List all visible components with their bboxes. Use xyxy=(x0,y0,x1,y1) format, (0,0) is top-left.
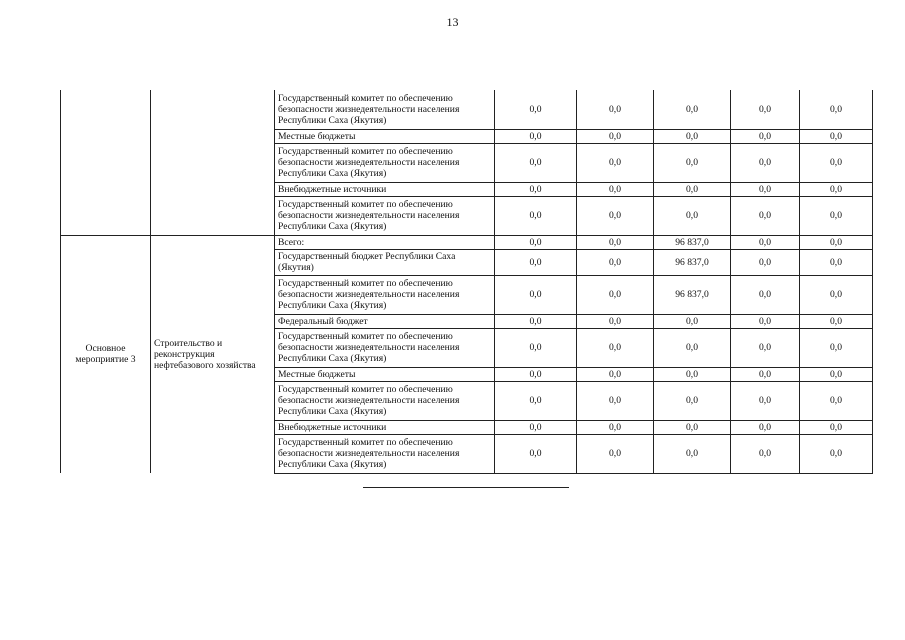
value-cell: 0,0 xyxy=(495,314,577,328)
value-cell: 0,0 xyxy=(577,90,654,129)
value-cell: 0,0 xyxy=(577,367,654,381)
value-cell: 0,0 xyxy=(731,143,800,182)
value-cell: 0,0 xyxy=(800,328,873,367)
value-cell: 0,0 xyxy=(495,381,577,420)
value-cell: 0,0 xyxy=(654,314,731,328)
funding-source: Федеральный бюджет xyxy=(275,314,495,328)
value-cell: 0,0 xyxy=(495,328,577,367)
value-cell: 96 837,0 xyxy=(654,235,731,249)
table-row xyxy=(61,235,873,249)
event-cell-continued xyxy=(61,90,151,235)
value-cell: 0,0 xyxy=(495,196,577,235)
table-row xyxy=(61,90,873,129)
funding-source: Внебюджетные источники xyxy=(275,420,495,434)
value-cell: 0,0 xyxy=(654,182,731,196)
value-cell: 0,0 xyxy=(577,328,654,367)
value-cell: 0,0 xyxy=(654,434,731,473)
value-cell: 0,0 xyxy=(800,275,873,314)
value-cell: 0,0 xyxy=(577,235,654,249)
value-cell: 0,0 xyxy=(577,129,654,143)
value-cell: 0,0 xyxy=(800,182,873,196)
value-cell: 0,0 xyxy=(654,90,731,129)
value-cell: 0,0 xyxy=(495,235,577,249)
funding-source: Государственный комитет по обеспечению безопасности жизнедеятельности населения Республики Саха (Якутия) xyxy=(275,328,495,367)
funding-source: Внебюджетные источники xyxy=(275,182,495,196)
value-cell: 0,0 xyxy=(731,90,800,129)
name-cell xyxy=(151,235,275,473)
value-cell: 0,0 xyxy=(577,249,654,275)
value-cell: 0,0 xyxy=(654,129,731,143)
funding-source: Государственный комитет по обеспечению безопасности жизнедеятельности населения Республики Саха (Якутия) xyxy=(275,143,495,182)
value-cell: 0,0 xyxy=(495,129,577,143)
value-cell: 0,0 xyxy=(731,434,800,473)
event-cell xyxy=(61,235,151,473)
value-cell: 0,0 xyxy=(577,196,654,235)
funding-source: Государственный комитет по обеспечению безопасности жизнедеятельности населения Республики Саха (Якутия) xyxy=(275,381,495,420)
value-cell: 0,0 xyxy=(731,381,800,420)
value-cell: 0,0 xyxy=(577,275,654,314)
value-cell: 0,0 xyxy=(800,129,873,143)
value-cell: 0,0 xyxy=(654,420,731,434)
budget-table xyxy=(60,90,873,474)
value-cell: 0,0 xyxy=(577,434,654,473)
funding-source: Местные бюджеты xyxy=(275,367,495,381)
value-cell: 0,0 xyxy=(495,434,577,473)
value-cell: 0,0 xyxy=(495,420,577,434)
funding-source: Государственный бюджет Республики Саха (Якутия) xyxy=(275,249,495,275)
value-cell: 0,0 xyxy=(577,381,654,420)
name-cell-continued xyxy=(151,90,275,235)
value-cell: 0,0 xyxy=(800,249,873,275)
value-cell: 0,0 xyxy=(800,314,873,328)
value-cell: 0,0 xyxy=(495,143,577,182)
value-cell: 0,0 xyxy=(731,129,800,143)
value-cell: 0,0 xyxy=(800,196,873,235)
value-cell: 0,0 xyxy=(654,381,731,420)
value-cell: 0,0 xyxy=(731,367,800,381)
value-cell: 0,0 xyxy=(577,314,654,328)
value-cell: 0,0 xyxy=(495,367,577,381)
value-cell: 0,0 xyxy=(654,143,731,182)
value-cell: 0,0 xyxy=(800,235,873,249)
funding-source: Государственный комитет по обеспечению безопасности жизнедеятельности населения Республики Саха (Якутия) xyxy=(275,196,495,235)
funding-source: Всего: xyxy=(275,235,495,249)
value-cell: 0,0 xyxy=(577,143,654,182)
value-cell: 0,0 xyxy=(800,367,873,381)
funding-source: Местные бюджеты xyxy=(275,129,495,143)
value-cell: 0,0 xyxy=(731,314,800,328)
value-cell: 0,0 xyxy=(731,249,800,275)
event-name: Строительство и реконструкция нефтебазового хозяйства xyxy=(154,337,256,371)
value-cell: 0,0 xyxy=(731,420,800,434)
value-cell: 0,0 xyxy=(731,275,800,314)
value-cell: 0,0 xyxy=(800,381,873,420)
value-cell: 0,0 xyxy=(577,420,654,434)
value-cell: 0,0 xyxy=(731,196,800,235)
value-cell: 0,0 xyxy=(577,182,654,196)
value-cell: 0,0 xyxy=(731,235,800,249)
value-cell: 96 837,0 xyxy=(654,275,731,314)
value-cell: 0,0 xyxy=(731,328,800,367)
event-label: Основное мероприятие 3 xyxy=(75,343,136,366)
value-cell: 0,0 xyxy=(800,90,873,129)
value-cell: 0,0 xyxy=(495,275,577,314)
page-number: 13 xyxy=(446,15,459,29)
funding-source: Государственный комитет по обеспечению безопасности жизнедеятельности населения Республики Саха (Якутия) xyxy=(275,275,495,314)
value-cell: 0,0 xyxy=(800,434,873,473)
value-cell: 0,0 xyxy=(800,143,873,182)
funding-source: Государственный комитет по обеспечению безопасности жизнедеятельности населения Республики Саха (Якутия) xyxy=(275,90,495,129)
value-cell: 0,0 xyxy=(731,182,800,196)
value-cell: 0,0 xyxy=(654,328,731,367)
value-cell: 0,0 xyxy=(654,367,731,381)
value-cell: 0,0 xyxy=(495,90,577,129)
value-cell: 0,0 xyxy=(495,182,577,196)
value-cell: 96 837,0 xyxy=(654,249,731,275)
value-cell: 0,0 xyxy=(800,420,873,434)
funding-source: Государственный комитет по обеспечению безопасности жизнедеятельности населения Республики Саха (Якутия) xyxy=(275,434,495,473)
value-cell: 0,0 xyxy=(495,249,577,275)
end-separator-line xyxy=(363,487,569,488)
value-cell: 0,0 xyxy=(654,196,731,235)
